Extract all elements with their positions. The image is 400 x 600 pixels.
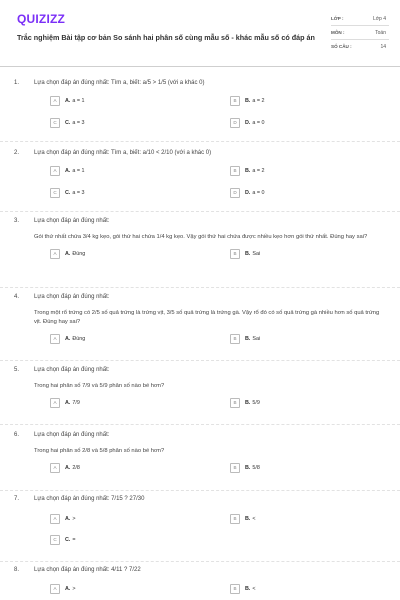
question-number: 5.	[14, 367, 20, 373]
option-label: A.	[65, 586, 71, 592]
option-c[interactable]	[50, 188, 85, 198]
option-a[interactable]	[50, 463, 80, 473]
option-label: C.	[65, 120, 71, 126]
option-value: Đúng	[72, 251, 86, 257]
question-4	[14, 294, 384, 354]
option-b[interactable]	[230, 463, 260, 473]
option-b[interactable]	[230, 334, 260, 344]
option-letter: D	[230, 188, 240, 198]
question-divider	[0, 287, 400, 288]
option-letter: A	[50, 96, 60, 106]
question-5	[14, 367, 384, 418]
question-divider	[0, 424, 400, 425]
option-value: a = 0	[252, 120, 265, 126]
option-c[interactable]	[50, 118, 85, 128]
option-label: A.	[65, 336, 71, 342]
question-2	[14, 150, 384, 202]
option-label: A.	[65, 400, 71, 406]
option-letter: B	[230, 249, 240, 259]
option-a[interactable]	[50, 334, 85, 344]
option-label: A.	[65, 168, 71, 174]
option-a[interactable]	[50, 398, 80, 408]
option-a[interactable]	[50, 249, 85, 259]
option-letter: D	[230, 118, 240, 128]
worksheet-header	[0, 0, 400, 62]
option-label: B.	[245, 98, 251, 104]
question-number: 2.	[14, 150, 20, 156]
option-value: 5/8	[252, 465, 260, 471]
option-value: =	[72, 537, 76, 543]
option-label: B.	[245, 168, 251, 174]
question-divider	[0, 141, 400, 142]
question-text: Gói thứ nhất chứa 3/4 kg kẹo, gói thứ hai chứa 1/4 kg kẹo. Vậy gói thứ hai chứa được nhiều kẹo hơn gói thứ nhất. Đúng hay sai?	[34, 234, 368, 240]
option-value: a = 0	[252, 190, 265, 196]
option-letter: C	[50, 535, 60, 545]
question-divider	[0, 490, 400, 491]
option-label: B.	[245, 336, 251, 342]
question-7	[14, 496, 384, 550]
option-letter: B	[230, 166, 240, 176]
question-prompt: Lựa chọn đáp án đúng nhất: 4/11 ? 7/22	[34, 567, 141, 573]
question-6	[14, 432, 384, 483]
question-prompt: Lựa chọn đáp án đúng nhất: Tìm a, biết: a/10 < 2/10 (với a khác 0)	[34, 150, 212, 156]
question-prompt: Lựa chọn đáp án đúng nhất:	[34, 432, 110, 438]
question-prompt: Lựa chọn đáp án đúng nhất:	[34, 367, 110, 373]
option-value: Sai	[252, 251, 261, 257]
question-number: 7.	[14, 496, 20, 502]
option-c[interactable]	[50, 535, 76, 545]
meta-value: Lớp 4	[372, 15, 386, 22]
option-label: C.	[65, 537, 71, 543]
option-value: a = 3	[72, 120, 85, 126]
option-letter: A	[50, 584, 60, 594]
option-letter: B	[230, 514, 240, 524]
option-b[interactable]	[230, 249, 260, 259]
option-value: 7/9	[72, 400, 80, 406]
option-value: 5/9	[252, 400, 260, 406]
meta-value: Toán	[375, 29, 386, 36]
option-letter: B	[230, 584, 240, 594]
header-divider	[0, 66, 400, 67]
question-number: 6.	[14, 432, 20, 438]
option-b[interactable]	[230, 96, 265, 106]
option-label: B.	[245, 251, 251, 257]
question-text: Trong một rổ trứng có 2/5 số quả trứng là trứng vịt, 3/5 số quả trứng là trứng gà. Vậy rổ đó có số quả trứng gà nhiều hơn số quả trứng vịt. Đúng hay sai?	[34, 310, 380, 325]
question-3	[14, 218, 384, 269]
option-label: B.	[245, 516, 251, 522]
option-a[interactable]	[50, 584, 76, 594]
option-letter: A	[50, 334, 60, 344]
option-value: a = 1	[72, 168, 85, 174]
question-prompt: Lựa chọn đáp án đúng nhất:	[34, 294, 110, 300]
option-label: B.	[245, 586, 251, 592]
question-divider	[0, 360, 400, 361]
meta-key: LỚP :	[331, 16, 344, 21]
meta-row-count	[331, 40, 389, 53]
question-text: Trong hai phân số 7/9 và 5/9 phân số nào bé hơn?	[34, 383, 165, 389]
option-label: B.	[245, 465, 251, 471]
question-8	[14, 567, 384, 596]
option-value: <	[252, 516, 256, 522]
meta-row-subject	[331, 26, 389, 40]
question-number: 4.	[14, 294, 20, 300]
question-prompt: Lựa chọn đáp án đúng nhất: 7/15 ? 27/30	[34, 496, 145, 502]
quizizz-logo: QUIZIZZ	[17, 12, 66, 26]
question-prompt: Lựa chọn đáp án đúng nhất:	[34, 218, 110, 224]
option-b[interactable]	[230, 398, 260, 408]
option-d[interactable]	[230, 118, 265, 128]
option-letter: C	[50, 188, 60, 198]
option-letter: A	[50, 398, 60, 408]
meta-key: MÔN :	[331, 30, 345, 35]
question-number: 3.	[14, 218, 20, 224]
option-b[interactable]	[230, 584, 256, 594]
option-letter: C	[50, 118, 60, 128]
question-number: 8.	[14, 567, 20, 573]
meta-value: 14	[380, 43, 386, 50]
option-label: A.	[65, 251, 71, 257]
option-letter: A	[50, 249, 60, 259]
option-value: a = 2	[252, 98, 265, 104]
option-value: >	[72, 586, 76, 592]
option-value: a = 1	[72, 98, 85, 104]
option-letter: B	[230, 463, 240, 473]
option-letter: B	[230, 96, 240, 106]
option-label: D.	[245, 120, 251, 126]
question-text: Trong hai phân số 2/8 và 5/8 phân số nào bé hơn?	[34, 448, 165, 454]
question-number: 1.	[14, 80, 20, 86]
option-a[interactable]	[50, 514, 76, 524]
question-prompt: Lựa chọn đáp án đúng nhất: Tìm a, biết: a/5 > 1/5 (với a khác 0)	[34, 80, 205, 86]
option-b[interactable]	[230, 166, 265, 176]
option-a[interactable]	[50, 166, 85, 176]
option-letter: A	[50, 514, 60, 524]
option-label: C.	[65, 190, 71, 196]
meta-row-class	[331, 12, 389, 26]
option-value: Đúng	[72, 336, 86, 342]
option-value: 2/8	[72, 465, 80, 471]
option-value: <	[252, 586, 256, 592]
question-1	[14, 80, 384, 132]
meta-key: SỐ CÂU :	[331, 44, 352, 49]
option-d[interactable]	[230, 188, 265, 198]
option-label: B.	[245, 400, 251, 406]
option-label: A.	[65, 98, 71, 104]
option-label: D.	[245, 190, 251, 196]
option-label: A.	[65, 465, 71, 471]
meta-table	[331, 12, 389, 53]
option-value: a = 3	[72, 190, 85, 196]
option-a[interactable]	[50, 96, 85, 106]
question-divider	[0, 561, 400, 562]
worksheet-title: Trắc nghiệm Bài tập cơ bản So sánh hai phân số cùng mẫu số - khác mẫu số có đáp án	[17, 33, 315, 42]
question-divider	[0, 211, 400, 212]
option-value: >	[72, 516, 76, 522]
option-b[interactable]	[230, 514, 256, 524]
option-label: A.	[65, 516, 71, 522]
option-letter: B	[230, 398, 240, 408]
option-value: a = 2	[252, 168, 265, 174]
option-letter: A	[50, 166, 60, 176]
option-letter: B	[230, 334, 240, 344]
option-letter: A	[50, 463, 60, 473]
option-value: Sai	[252, 336, 261, 342]
